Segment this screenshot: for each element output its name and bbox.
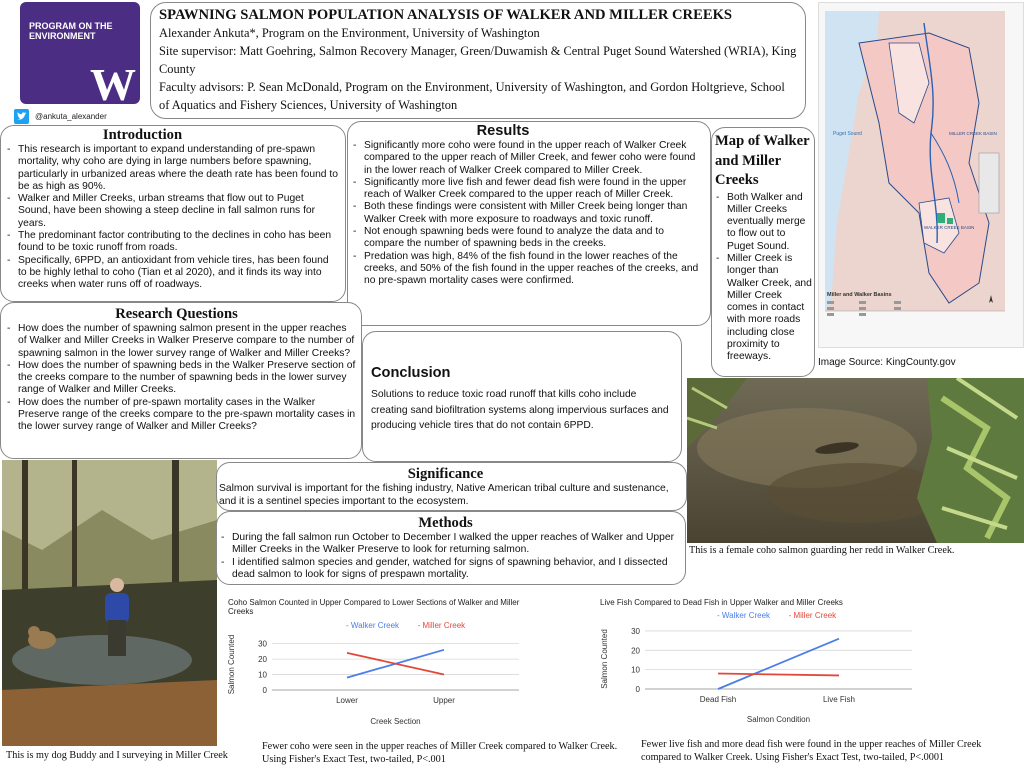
map-section-list [715,192,812,364]
y-tick-label: 0 [262,686,267,695]
significance-title: Significance [407,466,484,482]
intro-item: - The predominant factor contributing to the declines in coho has been found to be toxic runoff from roads. [6,230,339,255]
conclusion-text: Solutions to reduce toxic road runoff that kills coho include creating sand biofiltration systems along impervious surfaces and producing vehicle tires that do not contain 6PPD. [371,389,669,431]
question-item: - How does the number of pre-spawn mortality cases in the Walker Preserve range of the creeks compare to the pre-spawn mortality cases in the lower survey range of Walker and Miller Creeks? [6,397,357,434]
dog-survey-photo [2,460,217,746]
x-tick-label: Live Fish [822,695,856,704]
chart-title: Creeks [228,607,254,616]
methods-title: Methods [418,515,473,531]
chart-title: Coho Salmon Counted in Upper Compared to Lower Sections of Walker and Miller [228,598,520,607]
conclusion-title: Conclusion [371,365,451,381]
legend-entry: - Miller Creek [788,611,837,620]
map-section-title: Map of Walker and Miller Creeks [715,133,810,188]
research-questions-list [6,323,357,434]
y-axis-label: Salmon Counted [227,634,236,695]
intro-item: - Specifically, 6PPD, an antioxidant from vehicle tires, has been found to be highly lethal to coho (Tian et al 2020), and it finds its way into creeks when water runs off of roadways. [6,255,339,292]
result-item: - Significantly more coho were found in the upper reach of Walker Creek compared to the upper reach of Miller Creek, and fewer coho were found in the lower reach of Walker Creek compared to Miller Creek. [352,140,704,177]
series-line-miller-creek [347,653,444,675]
map-legend-title: Miller and Walker Basins [827,292,892,298]
coho-count-chart [224,596,594,734]
twitter-handle: @ankuta_alexander [35,111,107,121]
y-tick-label: 20 [258,655,267,665]
results-list [352,140,704,288]
result-item: - Predation was high, 84% of the fish found in the lower reaches of the creeks, and 50% of the fish found in the upper reaches of the creeks, and no pre-spawn mortality cases were confirmed. [352,251,704,288]
watershed-map [818,2,1024,348]
methods-section [216,511,686,585]
methods-list [220,532,681,581]
result-item: - Significantly more live fish and fewer dead fish were found in the upper reach of Walker Creek compared to the upper reach of Miller Creek. [352,177,704,202]
map-section [711,127,815,377]
result-item: - Both these findings were consistent with Miller Creek being longer than Walker Creek with more exposure to roadways and toxic runoff. [352,201,704,226]
image-source: Image Source: KingCounty.gov [818,357,956,368]
chart1-caption: Fewer coho were seen in the upper reaches of Miller Creek compared to Walker Creek. Using Fisher's Exact Test, two-tailed, P<.001 [262,741,618,765]
coho-count-chart-svg [224,596,594,734]
advisors-line: Faculty advisors: P. Sean McDonald, Program on the Environment, University of Washington, and Gordon Holtgrieve, School of Aquatics and Fishery Sciences, University of Washington [159,80,785,112]
dog-photo-caption: This is my dog Buddy and I surveying in Miller Creek [6,750,228,761]
live-dead-chart-svg [597,596,927,728]
y-tick-label: 30 [631,626,640,636]
y-tick-label: 30 [258,639,267,649]
twitter-icon [14,109,29,124]
supervisor-line: Site supervisor: Matt Goehring, Salmon Recovery Manager, Green/Duwamish & Central Puget Sound Watershed (WRIA), King County [159,44,797,76]
legend-entry: - Walker Creek [717,611,771,620]
x-tick-label: Upper [433,696,455,705]
y-tick-label: 10 [631,665,640,675]
series-line-walker-creek [718,639,839,689]
y-axis-label: Salmon Counted [600,629,609,689]
conclusion-section [362,331,682,462]
results-section [347,121,711,326]
question-item: - How does the number of spawning beds in the Walker Preserve section of the creeks compare to the number of spawning beds in the lower survey range of Walker and Miller Creeks. [6,360,357,397]
chart2-caption: Fewer live fish and more dead fish were found in the upper reaches of Miller Creek compared to Walker Creek. Using Fisher's Exact Test, two-tailed, P<.0001 [641,739,982,763]
legend-entry: - Walker Creek [346,621,400,630]
logo-text: PROGRAM ON THE ENVIRONMENT [29,21,113,41]
introduction-list [6,144,339,292]
significance-text: Salmon survival is important for the fishing industry, Native American tribal culture and sustenance, and it is a sentinel species important to the ecosystem. [219,483,669,507]
live-dead-chart [597,596,927,728]
significance-section [216,462,687,511]
x-tick-label: Dead Fish [699,695,737,704]
results-title: Results [476,123,530,139]
question-item: - How does the number of spawning salmon present in the upper reaches of Walker and Miller Creeks in Walker Preserve compare to the number of spawning salmon in the lower survey range of Walker and Miller Creeks? [6,323,357,360]
x-axis-label: Creek Section [370,717,421,726]
research-questions-title: Research Questions [115,306,238,322]
y-tick-label: 0 [635,685,640,694]
x-tick-label: Lower [336,696,358,705]
x-axis-label: Salmon Condition [746,715,811,724]
poster-header [150,2,806,119]
legend-entry: - Miller Creek [417,621,466,630]
coho-photo-caption: This is a female coho salmon guarding her redd in Walker Creek. [689,545,955,556]
map-puget-label: Puget Sound [833,131,862,137]
introduction-section [0,125,346,302]
twitter-row [14,108,107,124]
method-item: - During the fall salmon run October to December I walked the upper reaches of Walker and Upper Miller Creeks in the Walker Preserve to look for returning salmon. [220,532,681,557]
map-walker-label: WALKER CREEK BASIN [924,225,975,230]
poster-title: SPAWNING SALMON POPULATION ANALYSIS OF WALKER AND MILLER CREEKS [159,7,733,23]
research-questions-section [0,302,362,459]
y-tick-label: 20 [631,646,640,656]
intro-item: - Walker and Miller Creeks, urban streams that flow out to Puget Sound, have been showing a steep decline in fall salmon runs for years. [6,193,339,230]
introduction-title: Introduction [102,127,183,143]
y-tick-label: 10 [258,670,267,680]
coho-salmon-photo [687,378,1024,543]
map-item: - Miller Creek is longer than Walker Creek, and Miller Creek comes in contact with more roads including close proximity to freeways. [715,253,812,364]
method-item: - I identified salmon species and gender, watched for signs of spawning behavior, and I dissected dead salmon to look for signs of prespawn mortality. [220,557,681,582]
intro-item: - This research is important to expand understanding of pre-spawn mortality, why coho are dying in large numbers before spawning, particularly in urbanized areas where the death rate has been found to be as high as 90%. [6,144,339,193]
author-line: Alexander Ankuta*, Program on the Environment, University of Washington [159,26,540,40]
map-miller-label: MILLER CREEK BASIN [949,131,997,136]
chart-title: Live Fish Compared to Dead Fish in Upper Walker and Miller Creeks [600,598,843,607]
map-item: - Both Walker and Miller Creeks eventually merge to flow out to Puget Sound. [715,192,812,253]
result-item: - Not enough spawning beds were found to analyze the data and to compare the number of spawning beds in the creeks. [352,226,704,251]
series-line-miller-creek [718,674,839,676]
uw-w-mark: W [90,59,136,110]
program-logo [20,2,140,110]
